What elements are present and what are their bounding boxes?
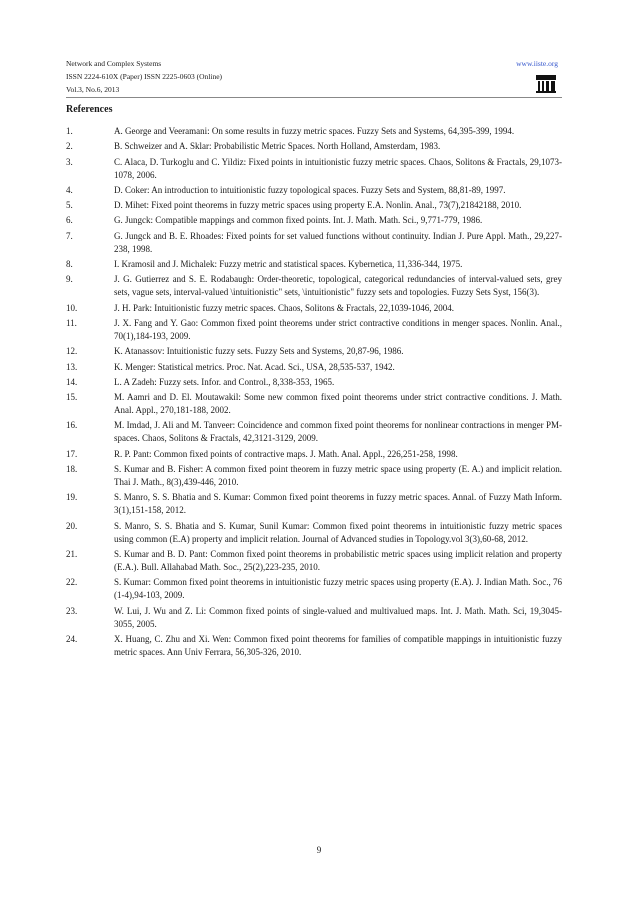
reference-text: R. P. Pant: Common fixed points of contractive maps. J. Math. Anal. Appl., 226,251-258, 1998. (114, 448, 458, 459)
reference-number: 15. (66, 392, 78, 403)
reference-number: 4. (66, 184, 73, 195)
reference-number: 1. (66, 126, 73, 136)
reference-item (66, 576, 562, 602)
reference-item (66, 230, 562, 256)
journal-name: Network and Complex Systems (66, 59, 162, 68)
reference-item (66, 156, 562, 182)
reference-item (66, 317, 562, 343)
reference-number: 10. (66, 302, 78, 313)
page-number: 9 (316, 845, 322, 855)
reference-text: L. A Zadeh: Fuzzy sets. Infor. and Control., 8,338-353, 1965. (114, 376, 335, 387)
reference-text: A. George and Veeramani: On some results in fuzzy metric spaces. Fuzzy Sets and Systems, 64,395-399, 1994. (114, 126, 515, 136)
reference-text: S. Manro, S. S. Bhatia and S. Kumar, Sunil Kumar: Common fixed point theorems in intuitionistic fuzzy metric spaces using common (E.A) property and implicit relation. Journal of Advanced studies in Topology.vol 3(3),60-68, 2012. (114, 520, 562, 544)
header-divider (66, 97, 562, 98)
reference-number: 6. (66, 215, 73, 226)
reference-item (66, 140, 562, 153)
reference-number: 5. (66, 200, 73, 211)
reference-number: 19. (66, 492, 78, 503)
reference-number: 2. (66, 141, 73, 152)
reference-item (66, 345, 562, 358)
reference-item (66, 184, 562, 197)
reference-text: D. Coker: An introduction to intuitionistic fuzzy topological spaces. Fuzzy Sets and System, 88,81-89, 1997. (114, 184, 506, 195)
reference-text: J. X. Fang and Y. Gao: Common fixed point theorems under strict contractive conditions in menger spaces. Nonlin. Anal., 70(1),184-193, 2009. (114, 317, 562, 341)
reference-number: 14. (66, 376, 78, 387)
reference-item (66, 391, 562, 417)
reference-text: S. Manro, S. S. Bhatia and S. Kumar: Common fixed point theorems in fuzzy metric spaces. Annal. of Fuzzy Math Inform. 3(1),151-158, 2012. (114, 492, 562, 516)
reference-item (66, 448, 562, 461)
reference-number: 16. (66, 420, 78, 431)
reference-text: W. Lui, J. Wu and Z. Li: Common fixed points of single-valued and multivalued maps. Int. J. Math. Math. Sci, 19,3045-3055, 2005. (114, 605, 562, 629)
reference-number: 3. (66, 156, 73, 167)
reference-item (66, 419, 562, 445)
reference-number: 13. (66, 361, 78, 372)
reference-number: 11. (66, 317, 77, 328)
reference-item (66, 361, 562, 374)
section-title: References (66, 104, 113, 115)
reference-item (66, 214, 562, 227)
reference-item (66, 302, 562, 315)
reference-number: 18. (66, 464, 78, 475)
reference-text: G. Jungck and B. E. Rhoades: Fixed points for set valued functions without continuity. Indian J. Pure Appl. Math., 29,227-238, 1998. (114, 230, 562, 254)
reference-item (66, 605, 562, 631)
reference-text: S. Kumar: Common fixed point theorems in intuitionistic fuzzy metric spaces using property (E.A). J. Indian Math. Soc., 76 (1-4),94-103, 2009. (114, 577, 562, 601)
reference-number: 22. (66, 577, 78, 588)
website-link[interactable]: www.iiste.org (516, 59, 558, 68)
reference-text: I. Kramosil and J. Michalek: Fuzzy metric and statistical spaces. Kybernetica, 11,336-344, 1975. (114, 259, 463, 270)
reference-text: K. Atanassov: Intuitionistic fuzzy sets. Fuzzy Sets and Systems, 20,87-96, 1986. (114, 346, 404, 357)
reference-text: B. Schweizer and A. Sklar: Probabilistic Metric Spaces. North Holland, Amsterdam, 1983. (114, 141, 441, 152)
reference-text: C. Alaca, D. Turkoglu and C. Yildiz: Fixed points in intuitionistic fuzzy metric spaces. Chaos, Solitons & Fractals, 29,1073-1078, 2006. (114, 156, 562, 180)
reference-number: 23. (66, 605, 78, 616)
reference-number: 17. (66, 448, 78, 459)
reference-number: 9. (66, 274, 73, 285)
reference-item (66, 548, 562, 574)
reference-text: X. Huang, C. Zhu and Xi. Wen: Common fixed point theorems for families of compatible mappings in intuitionistic fuzzy metric spaces. Ann Univ Ferrara, 56,305-326, 2010. (114, 633, 562, 657)
reference-item (66, 491, 562, 517)
volume-line: Vol.3, No.6, 2013 (66, 85, 120, 94)
reference-text: D. Mihet: Fixed point theorems in fuzzy metric spaces using property E.A. Nonlin. Anal., 73(7),21842188, 2010. (114, 200, 522, 211)
reference-number: 24. (66, 633, 78, 644)
reference-text: K. Menger: Statistical metrics. Proc. Nat. Acad. Sci., USA, 28,535-537, 1942. (114, 361, 395, 372)
iiste-logo-icon (534, 71, 558, 95)
reference-text: M. Aamri and D. El. Moutawakil: Some new common fixed point theorems under strict contractive conditions. J. Math. Anal. Appl., 270,181-188, 2002. (114, 392, 562, 416)
reference-item (66, 520, 562, 546)
reference-number: 7. (66, 230, 73, 241)
reference-text: G. Jungck: Compatible mappings and common fixed points. Int. J. Math. Math. Sci., 9,771-779, 1986. (114, 215, 483, 226)
reference-item (66, 376, 562, 389)
reference-list (66, 125, 562, 661)
reference-item (66, 125, 562, 138)
reference-item (66, 273, 562, 299)
reference-item (66, 258, 562, 271)
issn-line: ISSN 2224-610X (Paper) ISSN 2225-0603 (Online) (66, 72, 223, 81)
reference-number: 12. (66, 346, 78, 357)
reference-number: 20. (66, 520, 78, 531)
reference-text: S. Kumar and B. D. Pant: Common fixed point theorems in probabilistic metric spaces using implicit relation and property (E.A.). Bull. Allahabad Math. Soc., 25(2),223-235, 2010. (114, 548, 562, 572)
reference-text: S. Kumar and B. Fisher: A common fixed point theorem in fuzzy metric space using property (E. A.) and implicit relation. Thai J. Math., 8(3),439-446, 2010. (114, 464, 562, 488)
reference-text: J. G. Gutierrez and S. E. Rodabaugh: Order-theoretic, topological, categorical redundancies of interval-valued sets, grey sets, vague sets, interval-valued \intuitionistic" sets, \intuitionistic" fuzzy sets and topologies. Fuzzy Sets Syst, 156(3). (114, 274, 562, 298)
reference-number: 21. (66, 548, 78, 559)
reference-item (66, 633, 562, 659)
reference-item (66, 463, 562, 489)
reference-item (66, 199, 562, 212)
reference-text: J. H. Park: Intuitionistic fuzzy metric spaces. Chaos, Solitons & Fractals, 22,1039-1046, 2004. (114, 302, 454, 313)
reference-text: M. Imdad, J. Ali and M. Tanveer: Coincidence and common fixed point theorems for nonlinear contractions in menger PM-spaces. Chaos, Solitons & Fractals, 42,3121-3129, 2009. (114, 420, 562, 444)
reference-number: 8. (66, 259, 73, 270)
page-header (66, 57, 562, 96)
